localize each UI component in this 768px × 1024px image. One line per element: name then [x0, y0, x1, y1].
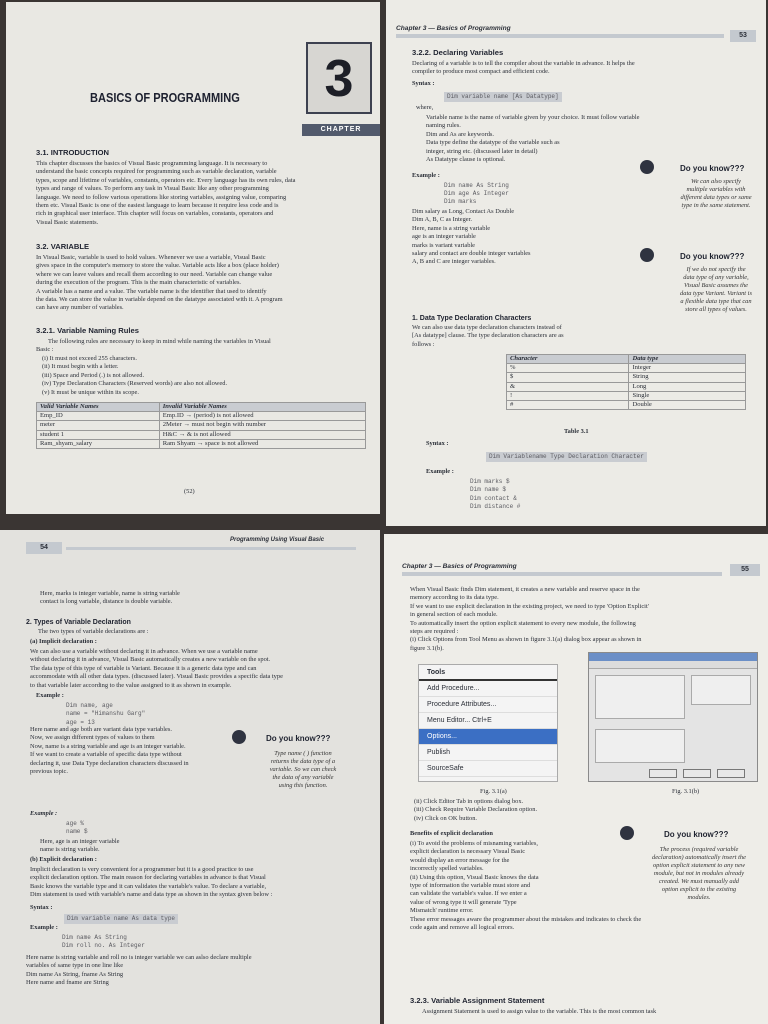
- text-line: This chapter discusses the basics of Visual Basic programming language. It is necessary to: [36, 160, 268, 167]
- code-line: Dim age As Integer: [444, 190, 509, 197]
- page-number: 53: [730, 30, 756, 42]
- text-line: gives space in the computer's memory to store the value. Variable acts like a box (place holder): [36, 262, 279, 270]
- code-line: Dim name As String: [444, 182, 509, 189]
- section-heading: 3.2.3. Variable Assignment Statement: [410, 996, 545, 1005]
- text-line: Dim statement is used with variable's name and data type as shown in the syntax given below :: [30, 891, 273, 899]
- tip-box: [640, 248, 758, 330]
- section-heading: 3.2.1. Variable Naming Rules: [36, 326, 139, 335]
- tip-line: store all types of values.: [685, 306, 747, 313]
- text-line: rich in graphical user interface. This chapter will focus on variables, constants, operators and: [36, 210, 274, 218]
- tip-line: declaration) automatically insert the: [652, 854, 746, 861]
- tip-line: option explicit to the existing: [661, 886, 737, 893]
- syntax-code: Dim variable name [As Datatype]: [444, 92, 562, 102]
- menu-item[interactable]: Publish: [419, 745, 557, 761]
- table-cell: Ram Shyam → space is not allowed: [159, 439, 365, 448]
- text-line: age is an integer variable: [412, 233, 476, 241]
- page-54: [0, 530, 380, 1024]
- lightbulb-icon: [620, 826, 634, 840]
- code-line: Dim roll no. As Integer: [62, 942, 145, 950]
- text-line: code again and remove all logical errors.: [410, 924, 515, 932]
- section-heading: 3.1. INTRODUCTION: [36, 148, 109, 157]
- example-code: [444, 182, 509, 206]
- text-line: (ii) Using this option, Visual Basic knows the data: [410, 873, 539, 881]
- rules-intro-cont: Basic :: [36, 346, 54, 353]
- example-explanation: [40, 838, 240, 855]
- text-line: [As datatype] clause. The type declaration characters are as: [412, 332, 564, 340]
- ok-button[interactable]: [649, 769, 677, 778]
- list-item: (ii) It must begin with a letter.: [42, 363, 119, 371]
- syntax-label: Syntax :: [30, 904, 53, 911]
- text-line: Basic knows the variable type and it can validates the variable's value. To declare a variable,: [30, 882, 267, 890]
- implicit-explanation: [30, 726, 240, 776]
- tip-line: Visual Basic assumes the: [684, 282, 748, 289]
- table-row: [507, 391, 746, 400]
- tip-title: Do you know???: [664, 830, 729, 839]
- text-line: If we want to create a variable of specific data type without: [30, 751, 182, 759]
- text-line: value of wrong type it will generate 'Type: [410, 898, 517, 906]
- text-line: Now, name is a string variable and age is an integer variable.: [30, 742, 186, 750]
- code-line: Dim name, age: [66, 702, 113, 709]
- lightbulb-icon: [232, 730, 246, 744]
- chapter-number: 3: [306, 42, 372, 114]
- page-53: [386, 0, 766, 526]
- text-line: name is string variable.: [40, 846, 100, 854]
- text-line: Here, name is a string variable: [412, 224, 491, 232]
- table-cell: Emp_ID: [37, 412, 160, 421]
- tip-line: variable. So we can check: [269, 766, 337, 773]
- running-header: Chapter 3 — Basics of Programming: [396, 25, 511, 32]
- help-button[interactable]: [717, 769, 745, 778]
- text-line: salary and contact are double integer variables: [412, 250, 531, 258]
- tip-line: returns the data type of a: [270, 758, 336, 765]
- running-header: Programming Using Visual Basic: [230, 537, 325, 543]
- window-settings-group: [595, 729, 685, 763]
- table-cell: Emp.ID → (period) is not allowed: [159, 412, 365, 421]
- text-line: explicit declaration option. The main reason for declaring variables in advance is that Visual: [30, 874, 266, 882]
- code-line: name = "Himanshu Garg": [66, 710, 146, 718]
- list-item: (iii) Space and Period (.) is not allowed.: [42, 371, 145, 379]
- text-line: during the execution of the program. This is the main characteristic of variables.: [36, 279, 242, 287]
- explicit-heading: (b) Explicit declaration :: [30, 856, 97, 863]
- page-number: 54: [26, 542, 62, 554]
- text-line: figure 3.1(b).: [410, 644, 444, 652]
- text-line: A, B and C are integer variables.: [412, 258, 496, 266]
- text-line: without declaring it in advance, Visual Basic automatically creates a new variable on the spot.: [30, 656, 271, 664]
- menu-item[interactable]: Menu Editor... Ctrl+E: [419, 713, 557, 729]
- example-label: Example :: [30, 924, 58, 931]
- tip-line: using this function.: [278, 782, 328, 789]
- where-list: [426, 114, 746, 164]
- text-line: Dim salary as Long, Contact As Double: [412, 208, 515, 215]
- text-line: Now, we assign different types of values to them: [30, 734, 155, 742]
- text-line: (i) To avoid the problems of misnaming variables,: [410, 840, 538, 847]
- text-line: Here name and age both are variant data type variables.: [30, 726, 172, 733]
- page-number: 55: [730, 564, 760, 576]
- tip-line: data type of any variable,: [683, 274, 749, 281]
- syntax-code: Dim Variablename Type Declaration Character: [486, 452, 647, 462]
- syntax-code: Dim variable name As data type: [64, 914, 178, 924]
- text-line: them etc. Visual Basic is one of the easiest language to learn because it require less code and is: [36, 202, 279, 210]
- chapter-title: BASICS OF PROGRAMMING: [90, 90, 240, 105]
- figure-caption: Fig. 3.1(a): [480, 788, 507, 795]
- text-line: Here, age is an integer variable: [40, 838, 120, 845]
- rules-intro: The following rules are necessary to keep in mind while naming the variables in Visual: [48, 338, 271, 345]
- tip-line: Type name ( ) function: [274, 750, 332, 757]
- types-intro: The two types of variable declarations are :: [38, 628, 149, 635]
- list-item: As Datatype clause is optional.: [426, 156, 506, 164]
- table-cell: Single: [629, 391, 746, 400]
- tip-line: type in the same statement.: [681, 202, 751, 209]
- page-55: [384, 534, 768, 1024]
- figure-caption: Fig. 3.1(b): [672, 788, 700, 795]
- header-rule: [66, 547, 356, 550]
- assignment-intro: Assignment Statement is used to assign value to the variable. This is the most common task: [422, 1008, 657, 1015]
- table-cell: $: [507, 373, 629, 382]
- table-cell: String: [629, 373, 746, 382]
- tip-box: [232, 728, 352, 798]
- tip-line: created. We must manually add: [659, 878, 739, 885]
- example-label: Example :: [426, 468, 454, 475]
- text-line: Implicit declaration is very convenient for a programmer but it is a good practice to use: [30, 866, 254, 873]
- table-header: Data type: [629, 355, 746, 364]
- text-line: We can also use a variable without declaring it in advance. When we use a variable name: [30, 648, 258, 655]
- subsection-heading: 2. Types of Variable Declaration: [26, 619, 131, 626]
- rules-list: [42, 355, 362, 397]
- table-cell: Long: [629, 382, 746, 391]
- table-caption: Table 3.1: [564, 428, 589, 435]
- list-item: Data type define the datatype of the variable such as: [426, 139, 560, 147]
- closing-paragraph: [26, 954, 360, 988]
- text-line: follows :: [412, 340, 435, 348]
- list-item: (iv) Click on OK button.: [414, 814, 478, 822]
- tip-title: Do you know???: [680, 252, 745, 261]
- menu-item[interactable]: SourceSafe: [419, 761, 557, 777]
- code-line: Dim name As String: [62, 934, 127, 941]
- table-cell: 2Meter → must not begin with number: [159, 421, 365, 430]
- text-line: previous topic.: [30, 768, 68, 776]
- table-row: [507, 401, 746, 410]
- tip-body: [676, 266, 756, 314]
- text-line: contact is long variable, distance is double variable.: [40, 598, 173, 606]
- table-row: [507, 382, 746, 391]
- table-row: [37, 439, 366, 448]
- intro-paragraph: [410, 586, 754, 653]
- text-line: compiler to produce most compact and efficient code.: [412, 68, 550, 76]
- list-item: (v) It must be unique within its scope.: [42, 388, 139, 396]
- text-line: where we can leave values and recall them according to our need. Variable can change value: [36, 270, 273, 278]
- explicit-paragraph: [30, 866, 364, 900]
- table-row: [37, 412, 366, 421]
- variable-paragraph: [36, 254, 372, 313]
- list-item: (iv) Type Declaration Characters (Reserved words) are also not allowed.: [42, 380, 228, 388]
- page-52: [6, 2, 380, 514]
- tip-title: Do you know???: [266, 734, 331, 743]
- code-line: name $: [66, 828, 88, 836]
- lightbulb-icon: [640, 160, 654, 174]
- tdc-paragraph: [412, 324, 642, 349]
- text-line: types, scope and lifetime of variables, constants, operators etc. Every language has its own rules, data: [36, 176, 296, 184]
- text-line: The data type of this type of variable is Variant. Because it is a generic data type and can: [30, 664, 257, 672]
- text-line: can have any number of variables.: [36, 304, 124, 312]
- code-line: Dim marks $: [470, 478, 510, 485]
- where-label: where,: [416, 104, 434, 111]
- text-line: A variable has a name and a value. The variable name is the identifier that used to identify: [36, 287, 267, 295]
- text-line: To automatically insert the option explicit statement to every new module, the following: [410, 619, 636, 627]
- table-cell: &: [507, 382, 629, 391]
- table-header: Valid Variable Names: [37, 403, 160, 412]
- tip-line: different data types or same: [680, 194, 752, 201]
- dialog-title-bar: [589, 653, 757, 661]
- tip-body: [256, 750, 350, 790]
- tip-box: [640, 160, 758, 222]
- table-cell: student 1: [37, 430, 160, 439]
- example-explanation: [412, 208, 622, 267]
- text-line: explicit declaration is necessary Visual Basic: [410, 848, 526, 856]
- code-line: Dim name $: [470, 486, 507, 494]
- menu-item[interactable]: Procedure Attributes...: [419, 697, 557, 713]
- table-cell: meter: [37, 421, 160, 430]
- lightbulb-icon: [640, 248, 654, 262]
- steps-list: [414, 798, 614, 823]
- declaring-paragraph: [412, 60, 752, 77]
- implicit-heading: (a) Implicit declaration :: [30, 638, 97, 645]
- text-line: in general section of each module.: [410, 611, 498, 619]
- table-row: [37, 421, 366, 430]
- table-row: [37, 430, 366, 439]
- subsection-heading: 1. Data Type Declaration Characters: [412, 315, 532, 322]
- example-label: Example :: [36, 692, 64, 699]
- benefits-heading: Benefits of explicit declaration: [410, 830, 493, 837]
- variables-summary: [40, 590, 360, 607]
- tip-line: modules.: [687, 894, 711, 901]
- text-line: variables of same type in one line like: [26, 962, 124, 970]
- list-item: (i) It must not exceed 255 characters.: [42, 355, 137, 362]
- text-line: can validate the variable's value. If we enter a: [410, 890, 527, 898]
- tip-line: multiple variables with: [686, 186, 746, 193]
- dialog-tabs: [589, 661, 757, 669]
- implicit-paragraph: [30, 648, 364, 690]
- example-label: Example :: [412, 172, 440, 179]
- text-line: These error messages aware the programmer about the mistakes and indicates to check the: [410, 915, 642, 923]
- example-code: [62, 934, 145, 951]
- text-line: type of information the variable must store and: [410, 882, 531, 890]
- tip-body: [640, 846, 758, 902]
- syntax-label: Syntax :: [426, 440, 449, 447]
- text-line: Declaring of a variable is to tell the compiler about the variable in advance. It helps the: [412, 60, 635, 67]
- list-item: Dim and As are keywords.: [426, 130, 494, 138]
- naming-table: [36, 402, 366, 449]
- text-line: understand the basic concepts required for programming such as variable declaration, variable: [36, 168, 277, 176]
- text-line: Mismatch' runtime error.: [410, 907, 474, 915]
- table-row: [507, 373, 746, 382]
- menu-item[interactable]: Add Procedure...: [419, 681, 557, 697]
- text-line: to that variable later according to the value assigned to it as shown in example.: [30, 681, 232, 689]
- list-item: (iii) Check Require Variable Declaration option.: [414, 806, 538, 814]
- text-line: language. We need to follow various operations like storing variables, assigning value, comparing: [36, 193, 287, 201]
- list-item: (ii) Click Editor Tab in options dialog box.: [414, 798, 524, 805]
- code-line: Dim distance #: [470, 503, 521, 511]
- tip-line: data type Variant. Variant is: [680, 290, 752, 297]
- page-number: (52): [184, 488, 195, 495]
- example-code: [470, 478, 520, 512]
- tip-line: The process (required variable: [659, 846, 739, 853]
- options-dialog: [588, 652, 758, 782]
- text-line: (i) Click Options from Tool Menu as shown in figure 3.1(a) dialog box appear as shown in: [410, 636, 642, 644]
- code-line: Dim contact &: [470, 494, 517, 502]
- text-line: memory according to its data type.: [410, 594, 499, 602]
- table-cell: Double: [629, 401, 746, 410]
- code-settings-group: [595, 675, 685, 719]
- text-line: Dim A, B, C as Integer.: [412, 216, 472, 224]
- list-item: Variable name is the name of variable given by your choice. It must follow variable: [426, 114, 640, 121]
- text-line: accommodate with all other data types. (discussed later). Visual Basic provides a specific data type: [30, 673, 283, 681]
- intro-paragraph: [36, 160, 372, 227]
- table-cell: Integer: [629, 364, 746, 373]
- tip-box: [620, 824, 760, 920]
- text-line: steps are required :: [410, 628, 459, 636]
- header-rule: [396, 34, 724, 38]
- section-heading: 3.2.2. Declaring Variables: [412, 48, 504, 57]
- table-cell: !: [507, 391, 629, 400]
- tip-line: a flexible data type that can: [680, 298, 752, 305]
- tip-body: [676, 178, 756, 210]
- text-line: declaring it, use Data Type declaration characters discussed in: [30, 759, 189, 767]
- tip-line: option explicit statement to any new: [652, 862, 746, 869]
- text-line: Here, marks is integer variable, name is string variable: [40, 590, 180, 597]
- list-item: integer, string etc. (discussed later in detail): [426, 147, 538, 155]
- text-line: the data. We can store the value in variable depend on the datatype associated with it. A program: [36, 296, 283, 304]
- table-cell: #: [507, 401, 629, 410]
- code-line: Dim marks: [444, 198, 477, 205]
- text-line: Visual Basic statements.: [36, 218, 99, 226]
- tools-menu: [418, 664, 558, 782]
- text-line: If we want to use explicit declaration in the existing project, we need to type 'Option Explicit': [410, 602, 649, 610]
- chapter-tag: CHAPTER: [302, 124, 380, 136]
- header-rule: [402, 572, 722, 576]
- section-heading: 3.2. VARIABLE: [36, 242, 90, 251]
- text-line: Dim name As String, fname As String: [26, 970, 124, 978]
- example-label: Example :: [30, 810, 58, 817]
- text-line: Here name and fname are String: [26, 979, 109, 987]
- tip-line: If we do not specify the: [686, 266, 746, 273]
- text-line: In Visual Basic, variable is used to hold values. Whenever we use a variable, Visual Basic: [36, 254, 266, 261]
- type-character-table: [506, 354, 746, 410]
- table-row: [507, 364, 746, 373]
- code-line: age %: [66, 820, 85, 827]
- table-cell: H&C → & is not allowed: [159, 430, 365, 439]
- example-code: [66, 820, 88, 837]
- menu-item[interactable]: Options...: [419, 729, 557, 745]
- table-header: Invalid Variable Names: [159, 403, 365, 412]
- syntax-label: Syntax :: [412, 80, 435, 87]
- running-header: Chapter 3 — Basics of Programming: [402, 563, 517, 570]
- text-line: incorrectly spelled variables.: [410, 865, 484, 873]
- table-header: Character: [507, 355, 629, 364]
- tip-line: We can also specify: [691, 178, 741, 185]
- text-line: We can also use data type declaration characters instead of: [412, 324, 562, 331]
- text-line: marks is variant variable: [412, 241, 475, 249]
- table-cell: %: [507, 364, 629, 373]
- table-cell: Ram_shyam_salary: [37, 439, 160, 448]
- tip-line: module, but not in modules already: [653, 870, 745, 877]
- text-line: would display an error message for the: [410, 856, 510, 864]
- code-line: age = 13: [66, 718, 95, 726]
- menu-items: [419, 681, 557, 777]
- example-code: [66, 702, 145, 727]
- tip-line: the data of any variable: [272, 774, 334, 781]
- menu-title: Tools: [419, 665, 557, 681]
- tip-title: Do you know???: [680, 164, 745, 173]
- text-line: types and range of values. To perform any task in Visual Basic like any other programming: [36, 185, 269, 193]
- text-line: Here name is string variable and roll no is integer variable we can aslso declare multiple: [26, 954, 252, 961]
- cancel-button[interactable]: [683, 769, 711, 778]
- tab-width-group: [691, 675, 751, 705]
- text-line: When Visual Basic finds Dim statement, it creates a new variable and reserve space in the: [410, 586, 640, 593]
- list-item: naming rules.: [426, 122, 461, 130]
